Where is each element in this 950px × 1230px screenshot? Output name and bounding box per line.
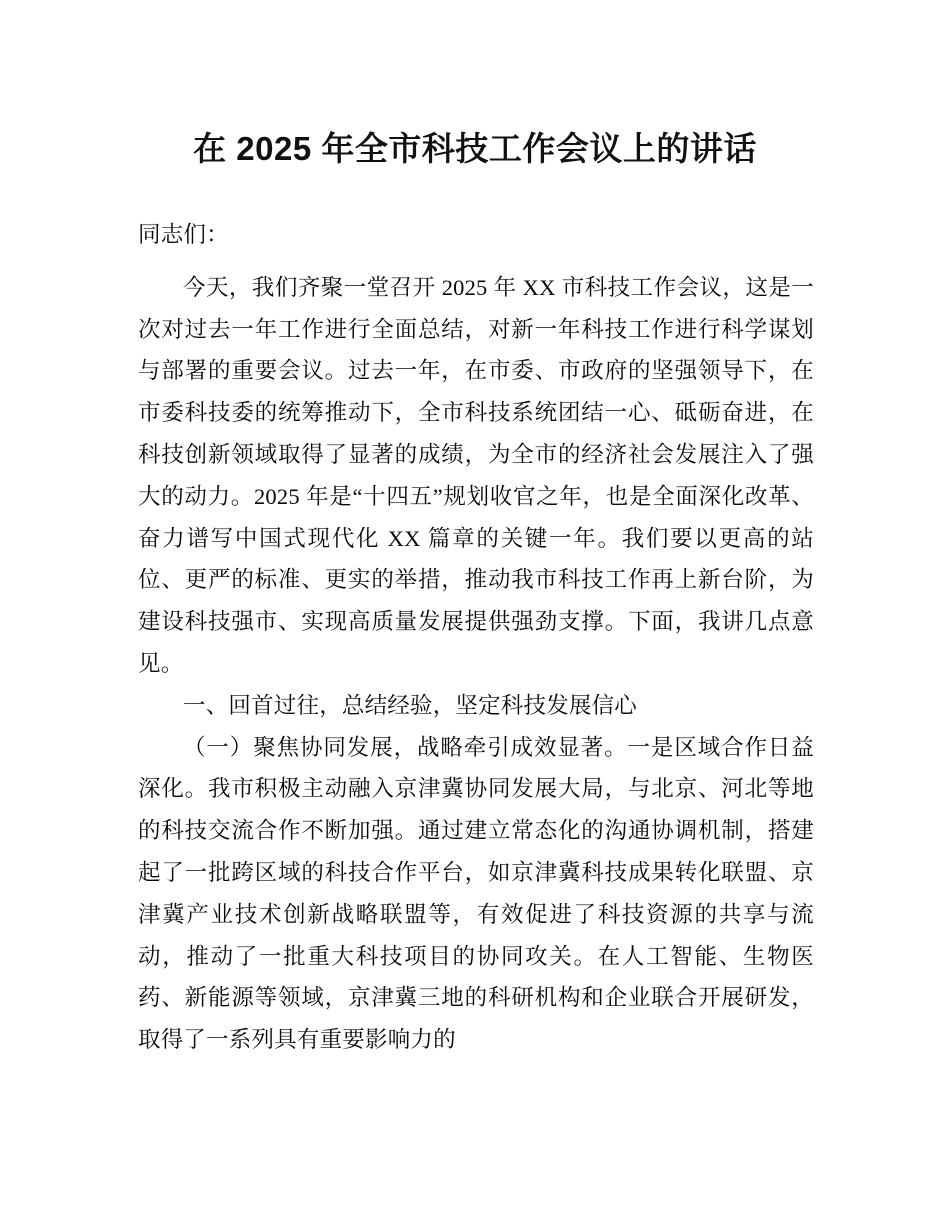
document-body	[138, 214, 814, 1061]
section-heading-one: 一、回首过往，总结经验，坚定科技发展信心	[183, 692, 638, 718]
opening-paragraph: 今天，我们齐聚一堂召开 2025 年 XX 市科技工作会议，这是一次对过去一年工作进行全面总结，对新一年科技工作进行科学谋划与部署的重要会议。过去一年，在市委、市政府的坚强领导下，在市委科技委的统筹推动下，全市科技系统团结一心、砥砺奋进，在科技创新领域取得了显著的成绩，为全市的经济社会发展注入了强大的动力。2025 年是“十四五”规划收官之年，也是全面深化改革、奋力谱写中国式现代化 XX 篇章的关键一年。我们要以更高的站位、更严的标准、更实的举措，推动我市科技工作再上新台阶，为建设科技强市、实现高质量发展提供强劲支撑。下面，我讲几点意见。	[138, 274, 814, 676]
page-title: 在 2025 年全市科技工作会议上的讲话	[193, 130, 757, 168]
salutation-paragraph: 同志们：	[138, 222, 229, 247]
subsection-paragraph-one-one: （一）聚焦协同发展，战略牵引成效显著。一是区域合作日益深化。我市积极主动融入京津冀协同发展大局，与北京、河北等地的科技交流合作不断加强。通过建立常态化的沟通协调机制，搭建起了一批跨区域的科技合作平台，如京津冀科技成果转化联盟、京津冀产业技术创新战略联盟等，有效促进了科技资源的共享与流动，推动了一批重大科技项目的协同攻关。在人工智能、生物医药、新能源等领域，京津冀三地的科研机构和企业联合开展研发，取得了一系列具有重要影响力的	[138, 734, 814, 1053]
